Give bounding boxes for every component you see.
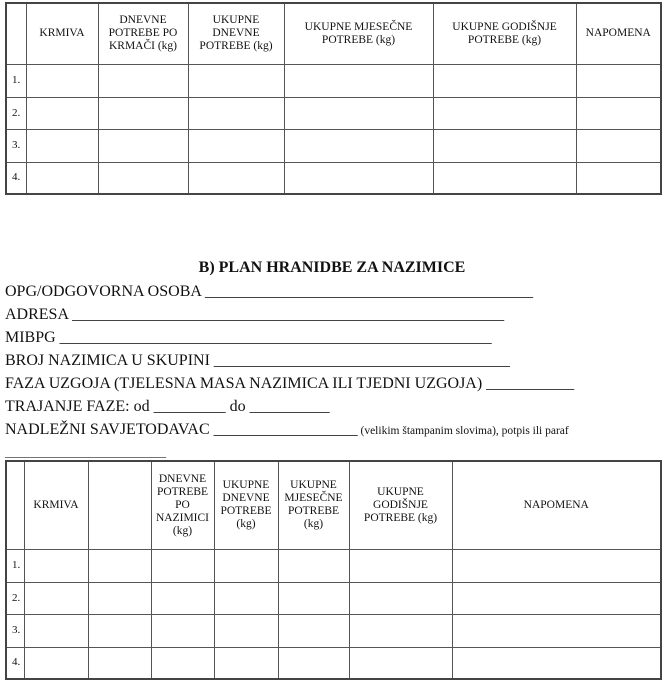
header-cell [6, 461, 24, 549]
field-faza-uzgoja[interactable]: FAZA UZGOJA (TJELESNA MASA NAZIMICA ILI TJEDNI UZGOJA) ___________ [5, 375, 575, 392]
table-header-row [6, 3, 661, 64]
feed-table-sows [5, 2, 662, 195]
header-cell: UKUPNE DNEVNE POTREBE (kg) [188, 3, 284, 64]
table-cell[interactable] [151, 549, 214, 582]
table-cell[interactable] [452, 647, 661, 679]
field-trajanje-faze[interactable]: TRAJANJE FAZE: od _________ do __________ [5, 398, 330, 415]
table-cell[interactable] [284, 162, 433, 194]
table-cell[interactable] [349, 549, 452, 582]
row-number: 1. [6, 549, 24, 582]
table-cell[interactable] [433, 129, 576, 162]
table-cell[interactable] [98, 97, 188, 129]
table-cell[interactable] [88, 614, 151, 647]
row-number: 3. [6, 614, 24, 647]
table-cell[interactable] [88, 549, 151, 582]
table-cell[interactable] [214, 614, 278, 647]
table-row [6, 614, 661, 647]
header-cell: KRMIVA [24, 461, 88, 549]
table-cell[interactable] [188, 97, 284, 129]
table-cell[interactable] [452, 614, 661, 647]
table-cell[interactable] [98, 129, 188, 162]
field-broj-nazimica[interactable]: BROJ NAZIMICA U SKUPINI _____________________________________ [5, 352, 510, 369]
table-cell[interactable] [88, 647, 151, 679]
signature-line[interactable]: ____________________________ [5, 447, 166, 459]
section-title: B) PLAN HRANIDBE ZA NAZIMICE [198, 259, 466, 276]
table-cell[interactable] [278, 582, 349, 614]
table-cell[interactable] [98, 162, 188, 194]
header-cell: KRMIVA [26, 3, 98, 64]
field-savjetodavac[interactable] [5, 420, 569, 441]
table-row [6, 97, 661, 129]
header-cell: UKUPNE DNEVNE POTREBE (kg) [214, 461, 278, 549]
table-cell[interactable] [433, 162, 576, 194]
table-cell[interactable] [151, 647, 214, 679]
header-cell [88, 461, 151, 549]
table-cell[interactable] [188, 64, 284, 97]
table-cell[interactable] [188, 162, 284, 194]
table-cell[interactable] [284, 64, 433, 97]
field-mibpg[interactable]: MIBPG ______________________________________________________ [5, 329, 492, 346]
row-number: 2. [6, 582, 24, 614]
header-cell: UKUPNE MJESEČNE POTREBE (kg) [284, 3, 433, 64]
table-cell[interactable] [433, 97, 576, 129]
header-cell: NAPOMENA [452, 461, 661, 549]
table-cell[interactable] [26, 97, 98, 129]
table-cell[interactable] [349, 647, 452, 679]
advisor-label: NADLEŽNI SAVJETODAVAC __________________ [5, 421, 358, 438]
table-cell[interactable] [24, 549, 88, 582]
header-cell: DNEVNE POTREBE PO NAZIMICI (kg) [151, 461, 214, 549]
table-cell[interactable] [151, 614, 214, 647]
table-cell[interactable] [26, 129, 98, 162]
table-cell[interactable] [278, 614, 349, 647]
table-cell[interactable] [576, 162, 661, 194]
table-cell[interactable] [214, 647, 278, 679]
table-row [6, 64, 661, 97]
table-cell[interactable] [433, 64, 576, 97]
header-cell: NAPOMENA [576, 3, 661, 64]
row-number: 4. [6, 647, 24, 679]
field-opg[interactable]: OPG/ODGOVORNA OSOBA _________________________________________ [5, 283, 534, 300]
table-cell[interactable] [278, 647, 349, 679]
advisor-note: (velikim štampanim slovima), potpis ili paraf [357, 425, 569, 437]
table-cell[interactable] [576, 64, 661, 97]
row-number: 2. [6, 97, 26, 129]
table-cell[interactable] [284, 129, 433, 162]
table-row [6, 129, 661, 162]
table-cell[interactable] [24, 614, 88, 647]
table-header-row [6, 461, 661, 549]
table-cell[interactable] [349, 582, 452, 614]
header-cell: UKUPNE GODIŠNJE POTREBE (kg) [349, 461, 452, 549]
table-cell[interactable] [284, 97, 433, 129]
table-cell[interactable] [98, 64, 188, 97]
table-cell[interactable] [278, 549, 349, 582]
table-row [6, 162, 661, 194]
table-cell[interactable] [188, 129, 284, 162]
table-cell[interactable] [24, 582, 88, 614]
feed-table-gilts [5, 460, 662, 680]
table-row [6, 647, 661, 679]
table-row [6, 582, 661, 614]
table-cell[interactable] [452, 549, 661, 582]
row-number: 3. [6, 129, 26, 162]
field-adresa[interactable]: ADRESA ______________________________________________________ [5, 306, 505, 323]
table-cell[interactable] [151, 582, 214, 614]
table-cell[interactable] [214, 549, 278, 582]
header-cell: UKUPNE GODIŠNJE POTREBE (kg) [433, 3, 576, 64]
table-cell[interactable] [88, 582, 151, 614]
table-cell[interactable] [576, 97, 661, 129]
table-cell[interactable] [24, 647, 88, 679]
table-row [6, 549, 661, 582]
table-cell[interactable] [26, 64, 98, 97]
header-cell [6, 3, 26, 64]
row-number: 4. [6, 162, 26, 194]
header-cell: UKUPNE MJESEČNE POTREBE (kg) [278, 461, 349, 549]
table-cell[interactable] [452, 582, 661, 614]
table-cell[interactable] [576, 129, 661, 162]
table-cell[interactable] [214, 582, 278, 614]
table-cell[interactable] [349, 614, 452, 647]
header-cell: DNEVNE POTREBE PO KRMAČI (kg) [98, 3, 188, 64]
table-cell[interactable] [26, 162, 98, 194]
row-number: 1. [6, 64, 26, 97]
